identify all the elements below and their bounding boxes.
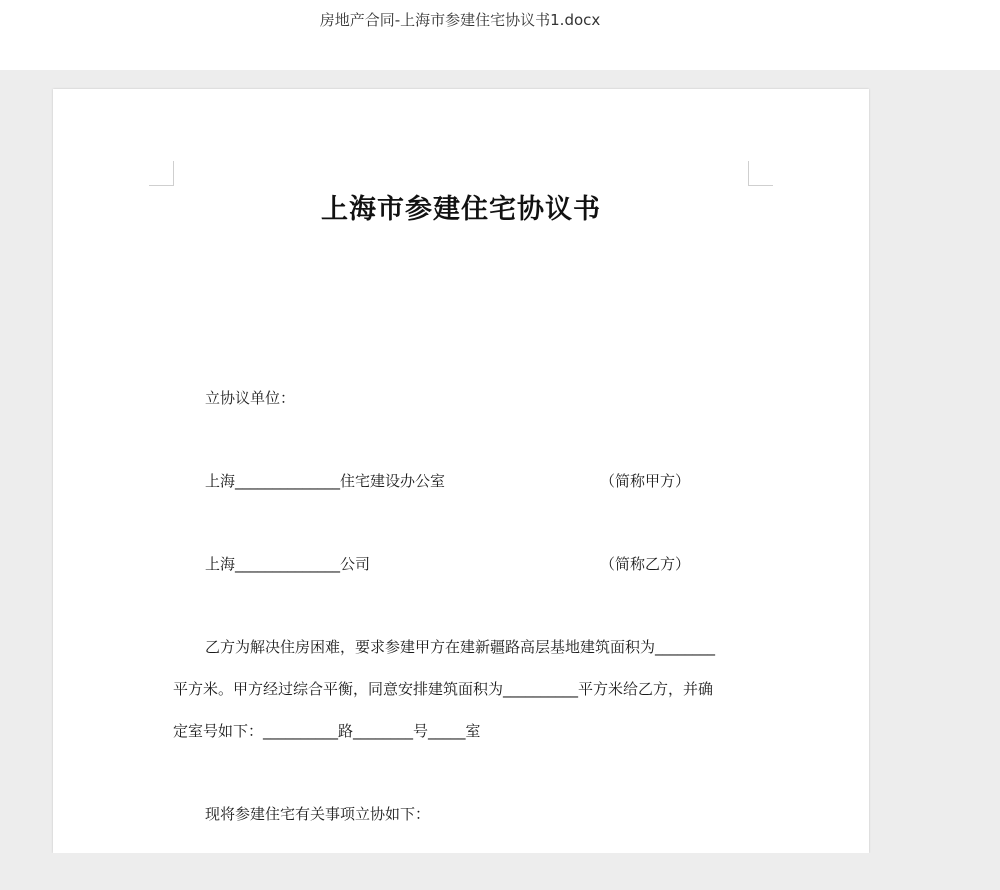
paragraph-purpose-line-2: 平方米。甲方经过综合平衡，同意安排建筑面积为__________平方米给乙方，并确 [173,680,714,698]
margin-corner-mark-right [748,161,773,186]
paragraph-terms-intro: 现将参建住宅有关事项立协如下： [205,805,431,823]
paragraph-purpose-line-3: 定室号如下：__________路________号_____室 [173,722,481,740]
party-a-line: 上海______________住宅建设办公室 [205,472,446,490]
party-b-line: 上海______________公司 [205,555,371,573]
paragraph-purpose-line-1: 乙方为解决住房困难，要求参建甲方在建新疆路高层基地建筑面积为________ [205,638,716,656]
party-b-abbreviation: （简称乙方） [600,555,691,573]
title-bar [0,0,1000,70]
party-a-abbreviation: （简称甲方） [600,472,691,490]
bottom-strip [0,853,1000,890]
document-heading: 上海市参建住宅协议书 [321,194,601,225]
margin-corner-mark-left [149,161,174,186]
document-page [53,89,869,853]
document-filename: 房地产合同-上海市参建住宅协议书1.docx [319,11,601,29]
paragraph-parties-label: 立协议单位： [205,389,296,407]
